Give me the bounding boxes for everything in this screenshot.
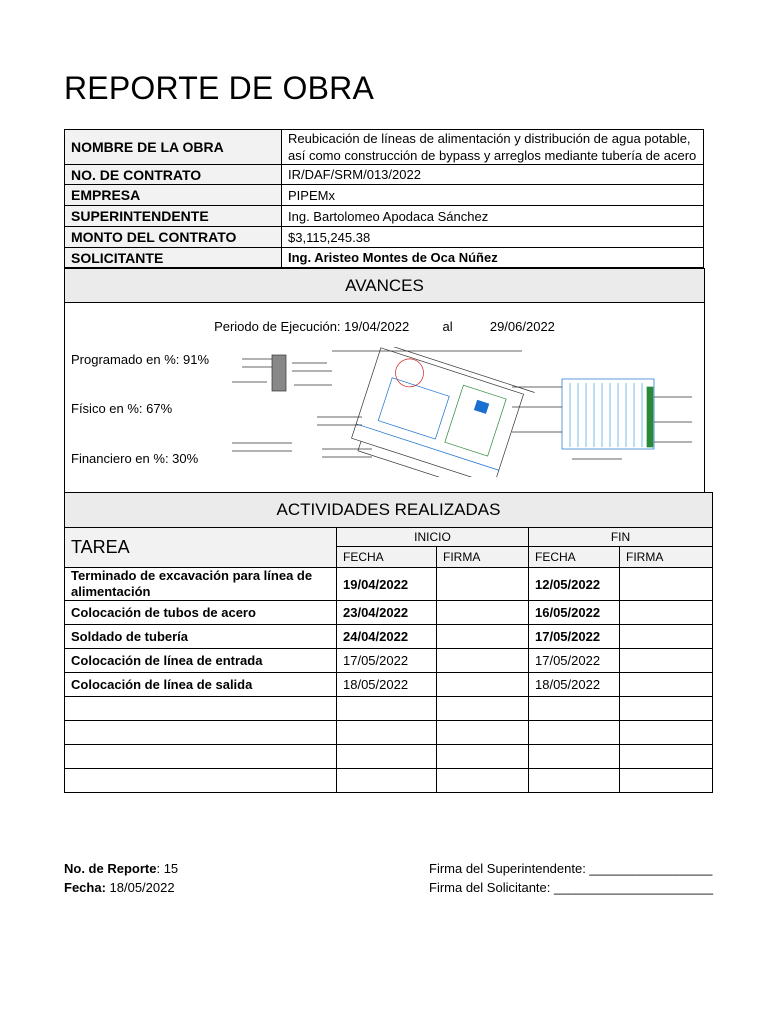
fin-firma-cell xyxy=(620,721,713,745)
avances-heading: AVANCES xyxy=(65,269,704,303)
inicio-firma-cell xyxy=(437,769,529,793)
period-line xyxy=(65,319,704,334)
table-row xyxy=(65,673,713,697)
fin-firma-cell xyxy=(620,769,713,793)
info-label: MONTO DEL CONTRATO xyxy=(65,227,282,248)
table-row xyxy=(65,769,713,793)
info-value: $3,115,245.38 xyxy=(282,227,704,248)
inicio-fecha-cell: 18/05/2022 xyxy=(337,673,437,697)
col-fecha-fin: FECHA xyxy=(529,547,620,568)
info-value: Ing. Bartolomeo Apodaca Sánchez xyxy=(282,206,704,227)
info-value: IR/DAF/SRM/013/2022 xyxy=(282,165,704,185)
info-label: NO. DE CONTRATO xyxy=(65,165,282,185)
info-label: NOMBRE DE LA OBRA xyxy=(65,130,282,165)
table-row xyxy=(65,697,713,721)
superintendent-signature: Firma del Superintendente: _________________ xyxy=(429,861,713,876)
activities-heading: ACTIVIDADES REALIZADAS xyxy=(65,493,713,528)
task-cell xyxy=(65,769,337,793)
info-label: SOLICITANTE xyxy=(65,248,282,268)
fin-fecha-cell xyxy=(529,721,620,745)
inicio-fecha-cell: 23/04/2022 xyxy=(337,601,437,625)
table-row xyxy=(65,721,713,745)
info-value: Ing. Aristeo Montes de Oca Núñez xyxy=(282,248,704,268)
site-plan-drawing xyxy=(222,347,697,477)
col-fecha-inicio: FECHA xyxy=(337,547,437,568)
task-cell: Colocación de tubos de acero xyxy=(65,601,337,625)
inicio-firma-cell xyxy=(437,601,529,625)
period-start: Periodo de Ejecución: 19/04/2022 xyxy=(214,319,410,334)
table-row xyxy=(65,601,713,625)
inicio-fecha-cell xyxy=(337,769,437,793)
fin-firma-cell xyxy=(620,649,713,673)
report-date xyxy=(64,880,175,895)
task-cell: Terminado de excavación para línea de alimentación xyxy=(65,568,337,601)
inicio-firma-cell xyxy=(437,721,529,745)
page-title: REPORTE DE OBRA xyxy=(64,70,375,106)
fin-firma-cell xyxy=(620,673,713,697)
inicio-firma-cell xyxy=(437,649,529,673)
inicio-firma-cell xyxy=(437,625,529,649)
programado-text: Programado en %: 91% xyxy=(71,352,210,367)
fin-fecha-cell: 17/05/2022 xyxy=(529,625,620,649)
col-fin: FIN xyxy=(529,528,713,547)
activities-table xyxy=(64,492,713,793)
table-row xyxy=(65,745,713,769)
fin-firma-cell xyxy=(620,601,713,625)
col-tarea: TAREA xyxy=(65,528,337,568)
inicio-fecha-cell: 19/04/2022 xyxy=(337,568,437,601)
fin-fecha-cell: 12/05/2022 xyxy=(529,568,620,601)
report-number xyxy=(64,861,178,876)
inicio-fecha-cell xyxy=(337,745,437,769)
avances-section xyxy=(64,268,705,493)
period-end: 29/06/2022 xyxy=(489,319,555,334)
fisico-text: Físico en %: 67% xyxy=(71,401,173,416)
solicitant-signature: Firma del Solicitante: ______________________ xyxy=(429,880,714,895)
fin-fecha-cell: 18/05/2022 xyxy=(529,673,620,697)
report-number-value: : 15 xyxy=(156,861,179,876)
table-row xyxy=(65,625,713,649)
task-cell xyxy=(65,745,337,769)
fin-fecha-cell xyxy=(529,697,620,721)
task-cell xyxy=(65,721,337,745)
inicio-fecha-cell xyxy=(337,721,437,745)
report-date-value: 18/05/2022 xyxy=(105,880,175,895)
report-number-label: No. de Reporte xyxy=(64,861,157,876)
fin-firma-cell xyxy=(620,697,713,721)
inicio-firma-cell xyxy=(437,745,529,769)
inicio-fecha-cell: 24/04/2022 xyxy=(337,625,437,649)
inicio-firma-cell xyxy=(437,673,529,697)
inicio-fecha-cell: 17/05/2022 xyxy=(337,649,437,673)
inicio-fecha-cell xyxy=(337,697,437,721)
fin-firma-cell xyxy=(620,625,713,649)
period-sep: al xyxy=(442,319,453,334)
col-firma-inicio: FIRMA xyxy=(437,547,529,568)
info-value: Reubicación de líneas de alimentación y distribución de agua potable, así como construcción de bypass y arreglos mediante tubería de acero xyxy=(282,130,704,165)
task-cell: Colocación de línea de entrada xyxy=(65,649,337,673)
inicio-firma-cell xyxy=(437,568,529,601)
fin-fecha-cell: 17/05/2022 xyxy=(529,649,620,673)
col-inicio: INICIO xyxy=(337,528,529,547)
task-cell: Colocación de línea de salida xyxy=(65,673,337,697)
fin-fecha-cell: 16/05/2022 xyxy=(529,601,620,625)
col-firma-fin: FIRMA xyxy=(620,547,713,568)
fin-fecha-cell xyxy=(529,769,620,793)
info-label: EMPRESA xyxy=(65,185,282,206)
report-date-label: Fecha: xyxy=(64,880,106,895)
fin-firma-cell xyxy=(620,745,713,769)
financiero-text: Financiero en %: 30% xyxy=(71,451,199,466)
inicio-firma-cell xyxy=(437,697,529,721)
task-cell xyxy=(65,697,337,721)
task-cell: Soldado de tubería xyxy=(65,625,337,649)
table-row xyxy=(65,568,713,601)
fin-firma-cell xyxy=(620,568,713,601)
info-label: SUPERINTENDENTE xyxy=(65,206,282,227)
table-row xyxy=(65,649,713,673)
info-value: PIPEMx xyxy=(282,185,704,206)
fin-fecha-cell xyxy=(529,745,620,769)
info-table xyxy=(64,129,704,268)
